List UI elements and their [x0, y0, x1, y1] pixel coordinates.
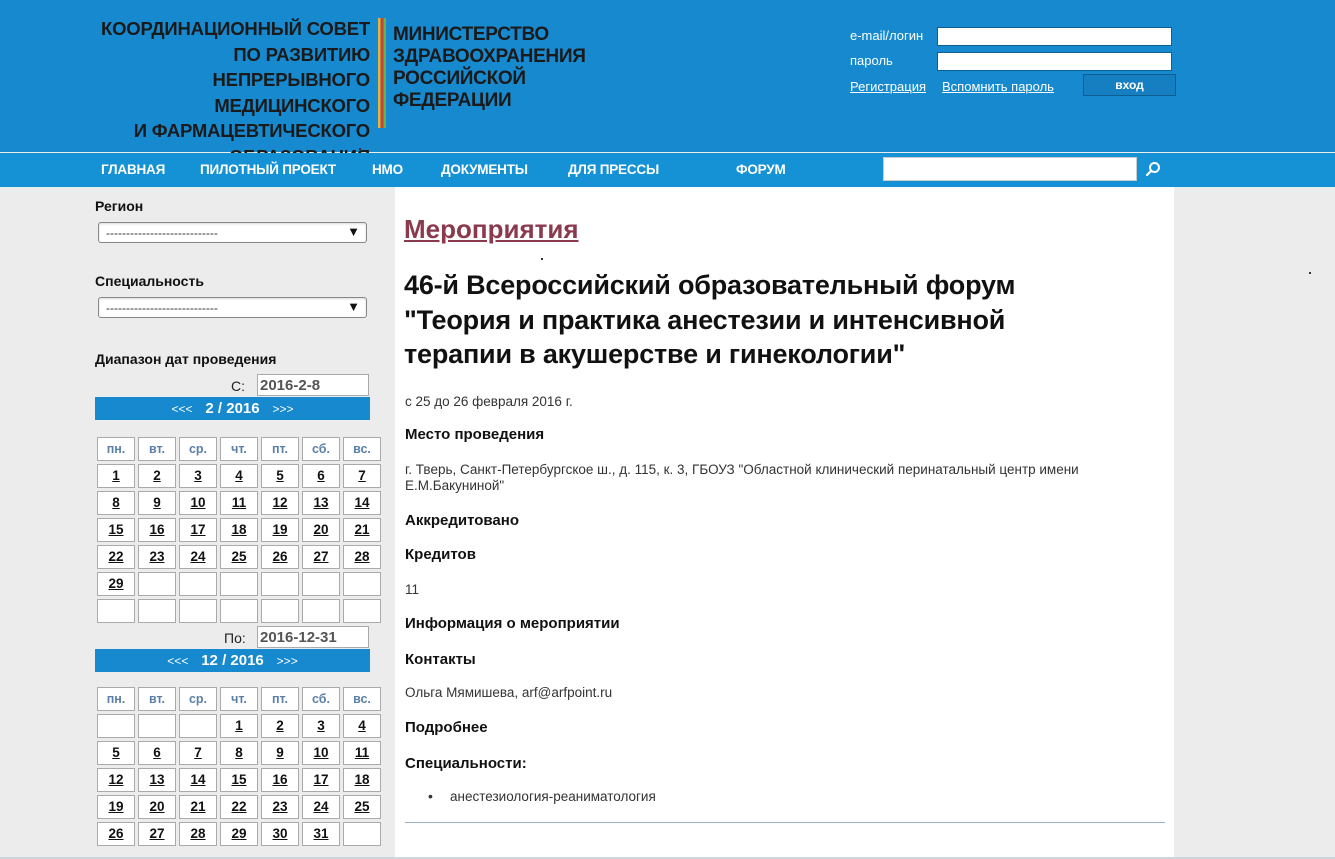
calendar-day[interactable]: 10: [302, 741, 340, 765]
calendar-day[interactable]: 22: [220, 795, 258, 819]
calendar-day[interactable]: 6: [138, 741, 176, 765]
calendar-empty-cell: [261, 599, 299, 623]
contacts-value: Ольга Мямишева, arf@arfpoint.ru: [405, 685, 613, 700]
weekday-header: чт.: [220, 437, 258, 461]
specialties-heading: Специальности:: [405, 755, 527, 772]
calendar-day[interactable]: 15: [97, 518, 135, 542]
weekday-header: пн.: [97, 687, 135, 711]
calendar-day[interactable]: 18: [343, 768, 381, 792]
date-range-label: Диапазон дат проведения: [95, 351, 277, 367]
event-title: [404, 268, 1144, 372]
calendar-day[interactable]: 2: [138, 464, 176, 488]
login-button[interactable]: вход: [1083, 74, 1176, 96]
calendar-day[interactable]: 21: [179, 795, 217, 819]
calendar-day[interactable]: 24: [302, 795, 340, 819]
weekday-header: вт.: [138, 687, 176, 711]
weekday-header: чт.: [220, 687, 258, 711]
calendar-day[interactable]: 24: [179, 545, 217, 569]
register-link[interactable]: Регистрация: [850, 79, 926, 94]
ministry-line: РОССИЙСКОЙ: [393, 68, 526, 89]
calendar-empty-cell: [138, 714, 176, 738]
specialty-label: Специальность: [95, 273, 204, 289]
nav-item-home[interactable]: ГЛАВНАЯ: [101, 162, 166, 177]
search-input[interactable]: [883, 157, 1137, 181]
event-venue: г. Тверь, Санкт-Петербургское ш., д. 115, к. 3, ГБОУЗ "Областной клинический перинатальный центр имени Е.М.Бакуниной": [405, 462, 1079, 493]
calendar-day[interactable]: 12: [97, 768, 135, 792]
calendar-to-prev[interactable]: <<<: [167, 654, 189, 668]
calendar-day[interactable]: 17: [302, 768, 340, 792]
calendar-day[interactable]: 7: [179, 741, 217, 765]
contacts-heading: Контакты: [405, 651, 476, 668]
calendar-empty-cell: [302, 599, 340, 623]
calendar-day[interactable]: 28: [343, 545, 381, 569]
more-heading: Подробнее: [405, 719, 488, 736]
calendar-day[interactable]: 15: [220, 768, 258, 792]
event-info-heading: Информация о мероприятии: [405, 615, 620, 632]
nav-item-press[interactable]: ДЛЯ ПРЕССЫ: [568, 162, 659, 177]
calendar-day[interactable]: 31: [302, 822, 340, 846]
calendar-empty-cell: [179, 599, 217, 623]
calendar-day[interactable]: 8: [97, 491, 135, 515]
calendar-day[interactable]: 16: [261, 768, 299, 792]
site-header: [0, 0, 1335, 152]
calendar-from-grid: [97, 437, 381, 623]
credits-heading: Кредитов: [405, 546, 476, 563]
council-line: КООРДИНАЦИОННЫЙ СОВЕТ: [100, 18, 370, 39]
weekday-header: ср.: [179, 437, 217, 461]
main-nav: [0, 153, 1335, 187]
decorative-dot: [359, 148, 361, 150]
calendar-day[interactable]: 8: [220, 741, 258, 765]
calendar-day[interactable]: 12: [261, 491, 299, 515]
council-line: И ФАРМАЦЕВТИЧЕСКОГО: [133, 120, 370, 141]
calendar-day[interactable]: 9: [261, 741, 299, 765]
search-icon: [1145, 161, 1161, 177]
calendar-from-next[interactable]: >>>: [272, 402, 294, 416]
calendar-day[interactable]: 25: [220, 545, 258, 569]
flag-stripe-logo: [378, 18, 386, 128]
calendar-day[interactable]: 22: [97, 545, 135, 569]
specialty-list-item: [430, 789, 656, 804]
calendar-empty-cell: [97, 599, 135, 623]
calendar-day[interactable]: 3: [302, 714, 340, 738]
nav-item-forum[interactable]: ФОРУМ: [736, 162, 786, 177]
credits-value: 11: [405, 582, 420, 597]
region-selected-value: ----------------------------: [106, 226, 218, 240]
dropdown-arrow-icon: ▼: [347, 299, 360, 314]
email-field[interactable]: [937, 27, 1172, 46]
weekday-header: вт.: [138, 437, 176, 461]
calendar-day[interactable]: 4: [343, 714, 381, 738]
calendar-day[interactable]: 5: [261, 464, 299, 488]
weekday-header: ср.: [179, 687, 217, 711]
calendar-day[interactable]: 17: [179, 518, 217, 542]
calendar-day[interactable]: 11: [220, 491, 258, 515]
calendar-day[interactable]: 20: [138, 795, 176, 819]
calendar-day[interactable]: 4: [220, 464, 258, 488]
calendar-day[interactable]: 25: [343, 795, 381, 819]
calendar-day[interactable]: 13: [302, 491, 340, 515]
calendar-day[interactable]: 1: [220, 714, 258, 738]
calendar-day[interactable]: 5: [97, 741, 135, 765]
password-label: пароль: [850, 53, 893, 68]
calendar-empty-cell: [261, 572, 299, 596]
section-link-events[interactable]: Мероприятия: [404, 214, 579, 244]
calendar-day[interactable]: 26: [261, 545, 299, 569]
decorative-dot: [541, 258, 543, 260]
calendar-empty-cell: [220, 599, 258, 623]
calendar-to-header: [95, 649, 370, 672]
dropdown-arrow-icon: ▼: [347, 224, 360, 239]
calendar-empty-cell: [302, 572, 340, 596]
ministry-line: ЗДРАВООХРАНЕНИЯ: [393, 46, 586, 67]
calendar-day[interactable]: 1: [97, 464, 135, 488]
search-button[interactable]: [1138, 157, 1168, 181]
date-to-input[interactable]: [257, 626, 369, 648]
date-from-label: С:: [231, 378, 245, 394]
ministry-line: ФЕДЕРАЦИИ: [393, 90, 512, 111]
calendar-empty-cell: [343, 572, 381, 596]
event-title-line: терапии в акушерстве и гинекологии": [404, 339, 906, 369]
ministry-line: МИНИСТЕРСТВО: [393, 24, 549, 45]
date-to-label: По:: [224, 630, 246, 646]
calendar-empty-cell: [179, 572, 217, 596]
council-line: ПО РАЗВИТИЮ НЕПРЕРЫВНОГО: [212, 43, 370, 90]
council-logo-text: [84, 16, 370, 169]
region-select[interactable]: [98, 222, 367, 243]
calendar-day[interactable]: 7: [343, 464, 381, 488]
calendar-day[interactable]: 26: [97, 822, 135, 846]
calendar-empty-cell: [179, 714, 217, 738]
specialty-selected-value: ----------------------------: [106, 301, 218, 315]
calendar-day[interactable]: 21: [343, 518, 381, 542]
nav-item-nmo[interactable]: НМО: [372, 162, 403, 177]
forgot-password-link[interactable]: Вспомнить пароль: [942, 79, 1054, 94]
venue-heading: Место проведения: [405, 426, 545, 443]
calendar-day[interactable]: 6: [302, 464, 340, 488]
calendar-day[interactable]: 27: [302, 545, 340, 569]
event-title-line: "Теория и практика анестезии и интенсивной: [404, 304, 1006, 335]
weekday-header: пн.: [97, 437, 135, 461]
calendar-day[interactable]: 23: [138, 545, 176, 569]
calendar-from-prev[interactable]: <<<: [171, 402, 193, 416]
calendar-day[interactable]: 16: [138, 518, 176, 542]
password-field[interactable]: [937, 52, 1172, 71]
calendar-day[interactable]: 9: [138, 491, 176, 515]
calendar-day[interactable]: 29: [220, 822, 258, 846]
calendar-empty-cell: [138, 572, 176, 596]
calendar-day[interactable]: 19: [261, 518, 299, 542]
calendar-empty-cell: [138, 599, 176, 623]
calendar-to-month: 12 / 2016: [201, 652, 264, 669]
ministry-logo-text: [393, 24, 623, 112]
calendar-day[interactable]: 29: [97, 572, 135, 596]
region-label: Регион: [95, 198, 144, 214]
weekday-header: сб.: [302, 437, 340, 461]
calendar-day[interactable]: 10: [179, 491, 217, 515]
event-dates: с 25 до 26 февраля 2016 г.: [405, 394, 573, 409]
accredited-heading: Аккредитовано: [405, 512, 519, 529]
calendar-empty-cell: [343, 822, 381, 846]
calendar-day[interactable]: 14: [179, 768, 217, 792]
calendar-day[interactable]: 18: [220, 518, 258, 542]
nav-item-pilot[interactable]: ПИЛОТНЫЙ ПРОЕКТ: [200, 162, 336, 177]
decorative-dot: [1309, 272, 1311, 274]
calendar-from-month: 2 / 2016: [205, 400, 260, 417]
calendar-from-header: [95, 397, 370, 420]
specialty-select[interactable]: [98, 297, 367, 318]
calendar-day[interactable]: 11: [343, 741, 381, 765]
calendar-day[interactable]: 2: [261, 714, 299, 738]
weekday-header: сб.: [302, 687, 340, 711]
calendar-day[interactable]: 19: [97, 795, 135, 819]
calendar-day[interactable]: 3: [179, 464, 217, 488]
calendar-day[interactable]: 14: [343, 491, 381, 515]
weekday-header: вс.: [343, 687, 381, 711]
calendar-empty-cell: [343, 599, 381, 623]
content-divider: [405, 822, 1165, 823]
calendar-day[interactable]: 13: [138, 768, 176, 792]
calendar-day[interactable]: 20: [302, 518, 340, 542]
weekday-header: пт.: [261, 687, 299, 711]
specialty-name: анестезиология-реаниматология: [450, 789, 656, 804]
date-from-input[interactable]: [257, 374, 369, 396]
calendar-to-grid: [97, 687, 381, 846]
weekday-header: пт.: [261, 437, 299, 461]
council-line: МЕДИЦИНСКОГО: [214, 94, 370, 116]
nav-item-documents[interactable]: ДОКУМЕНТЫ: [441, 162, 528, 177]
calendar-empty-cell: [220, 572, 258, 596]
calendar-day[interactable]: 28: [179, 822, 217, 846]
calendar-day[interactable]: 23: [261, 795, 299, 819]
calendar-to-next[interactable]: >>>: [276, 654, 298, 668]
weekday-header: вс.: [343, 437, 381, 461]
event-title-line: 46-й Всероссийский образовательный форум: [404, 270, 1016, 300]
calendar-day[interactable]: 27: [138, 822, 176, 846]
calendar-day[interactable]: 30: [261, 822, 299, 846]
email-label: e-mail/логин: [850, 28, 924, 43]
calendar-empty-cell: [97, 714, 135, 738]
